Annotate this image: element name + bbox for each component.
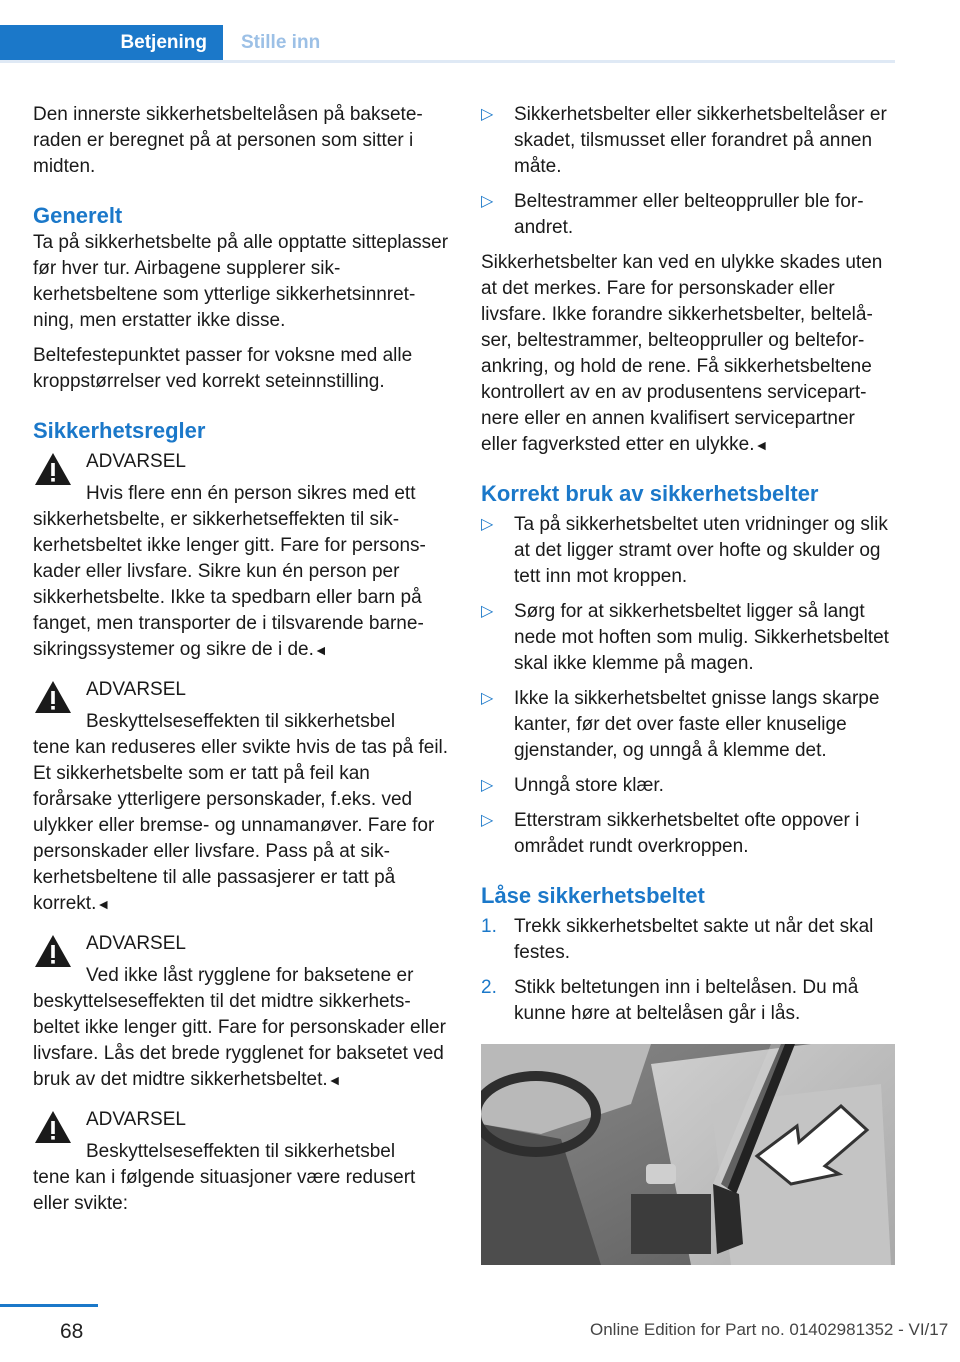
bullet-triangle-icon: ▷	[481, 516, 494, 533]
page-number: 68	[60, 1320, 84, 1343]
list-item: ▷ Unngå store klær.	[481, 773, 895, 799]
list-item: ▷ Sørg for at sikkerhetsbeltet ligger så langt nede mot hoften som mulig. Sikkerhetsbeltet skal ikke klemme på magen.	[481, 601, 889, 674]
warning-triangle-icon	[33, 451, 73, 487]
list-item: ▷ Etterstram sikkerhetsbeltet ofte oppover i området rundt overkroppen.	[481, 810, 860, 857]
bullet-triangle-icon: ▷	[481, 193, 494, 210]
tab-stille-inn[interactable]: Stille inn	[241, 32, 321, 53]
numbered-step: 2. Stikk beltetungen inn i beltelåsen. Du må kunne høre at beltelåsen går i lås.	[481, 977, 859, 1024]
end-mark: ◄	[96, 896, 111, 912]
footer-rule	[0, 1304, 98, 1307]
bullet-triangle-icon: ▷	[481, 603, 494, 620]
bullet-triangle-icon: ▷	[481, 690, 494, 707]
header-rule	[0, 60, 895, 63]
bullet-triangle-icon: ▷	[481, 812, 494, 829]
warning-text: tene kan reduseres eller svikte hvis de tas på feil. Et sikkerhetsbelte som er tatt på feil kan forårsake ytterligere personskader, f.eks. ved ulykker eller bremse- og unnamanøver. Fare for personskader eller livsfare. Pass på at sikkerhetsbeltene til alle passasjerer er tatt på korrekt.◄	[33, 737, 449, 914]
warning-block	[33, 931, 450, 1093]
bullet-triangle-icon: ▷	[481, 106, 494, 123]
warning-triangle-icon	[33, 1109, 73, 1145]
generelt-paragraph-2: Beltefestepunktet passer for voksne med alle kroppstørrelser ved korrekt seteinnstilling.	[33, 345, 413, 392]
numbered-step: 1. Trekk sikkerhetsbeltet sakte ut når det skal festes.	[481, 916, 874, 963]
warning-text-first: Ved ikke låst rygglene for baksetene er	[86, 965, 414, 986]
warning-text: sikkerhetsbelte, er sikkerhetseffekten til sikkerhetsbeltet ikke lenger gitt. Fare for personskader eller livsfare. Sikre kun én person per sikkerhetsbelte. Ikke ta spedbarn eller barn på fanget, men transporter de i tilsvarende barnesikringssystemer og sikre de i de.◄	[33, 509, 426, 660]
heading-sikkerhetsregler: Sikkerhetsregler	[33, 418, 206, 443]
warning-triangle-icon	[33, 933, 73, 969]
warning-block	[33, 449, 450, 663]
list-item: ▷ Sikkerhetsbelter eller sikkerhetsbeltelåser er skadet, tilsmusset eller forandret på annen måte.	[481, 104, 887, 177]
warning-text-first: Beskyttelseseffekten til sikkerhetsbel	[86, 711, 396, 732]
intro-paragraph: Den innerste sikkerhetsbeltelåsen på bakseteraden er beregnet på at personen som sitter i midten.	[33, 104, 423, 177]
warning-block	[33, 1107, 450, 1217]
warning-title: ADVARSEL	[86, 933, 186, 954]
left-column	[33, 102, 450, 1231]
warning-triangle-icon	[33, 679, 73, 715]
list-item: ▷ Ikke la sikkerhetsbeltet gnisse langs skarpe kanter, før det over faste eller knuselige gjenstander, og unngå å klemme det.	[481, 688, 880, 761]
warning-text-first: Beskyttelseseffekten til sikkerhetsbel	[86, 1141, 396, 1162]
end-mark: ◄	[754, 437, 769, 453]
warning-block	[33, 677, 450, 917]
warning-text: beskyttelseseffekten til det midtre sikkerhetsbeltet ikke lenger gitt. Fare for personskader eller livsfare. Lås det brede rygglenet for baksetet ved bruk av det midtre sikkerhetsbeltet.◄	[33, 991, 446, 1090]
heading-generelt: Generelt	[33, 203, 123, 228]
list-item: ▷ Ta på sikkerhetsbeltet uten vridninger og slik at det ligger stramt over hofte og skulder og tett inn mot kroppen.	[481, 514, 888, 587]
warning-title: ADVARSEL	[86, 1109, 186, 1130]
list-item: ▷ Beltestrammer eller belteoppruller ble forandret.	[481, 191, 864, 238]
warning-title: ADVARSEL	[86, 451, 186, 472]
warning-title: ADVARSEL	[86, 679, 186, 700]
heading-lase-sikkerhetsbeltet: Låse sikkerhetsbeltet	[481, 883, 705, 908]
heading-korrekt-bruk: Korrekt bruk av sikkerhetsbelter	[481, 481, 819, 506]
right-column	[481, 102, 895, 1036]
car-interior-image	[481, 1044, 895, 1265]
step-number: 1.	[481, 916, 497, 937]
seatbelt-illustration	[481, 1044, 895, 1265]
safety-paragraph: Sikkerhetsbelter kan ved en ulykke skades uten at det merkes. Fare for personskader eller livsfare. Ikke forandre sikkerhetsbelter, beltelåser, beltestrammer, belteoppruller og belteforankring, og hold de rene. Få sikkerhetsbeltene kontrollert av en av produsentens servicepartnere eller en annen kvalifisert servicepartner eller fagverksted etter en ulykke.◄	[481, 252, 883, 455]
tab-betjening[interactable]: Betjening	[0, 25, 223, 61]
bullet-triangle-icon: ▷	[481, 777, 494, 794]
generelt-paragraph-1: Ta på sikkerhetsbelte på alle opptatte sitteplasser før hver tur. Airbagene supplerer sikkerhetsbeltene som ytterlige sikkerhetsinnretning, men erstatter ikke disse.	[33, 232, 449, 331]
end-mark: ◄	[327, 1072, 342, 1088]
warning-text-first: Hvis flere enn én person sikres med ett	[86, 483, 416, 504]
edition-note: Online Edition for Part no. 01402981352 - VI/17	[590, 1320, 949, 1339]
step-number: 2.	[481, 977, 497, 998]
end-mark: ◄	[313, 642, 328, 658]
warning-text: tene kan i følgende situasjoner være redusert eller svikte:	[33, 1167, 416, 1214]
